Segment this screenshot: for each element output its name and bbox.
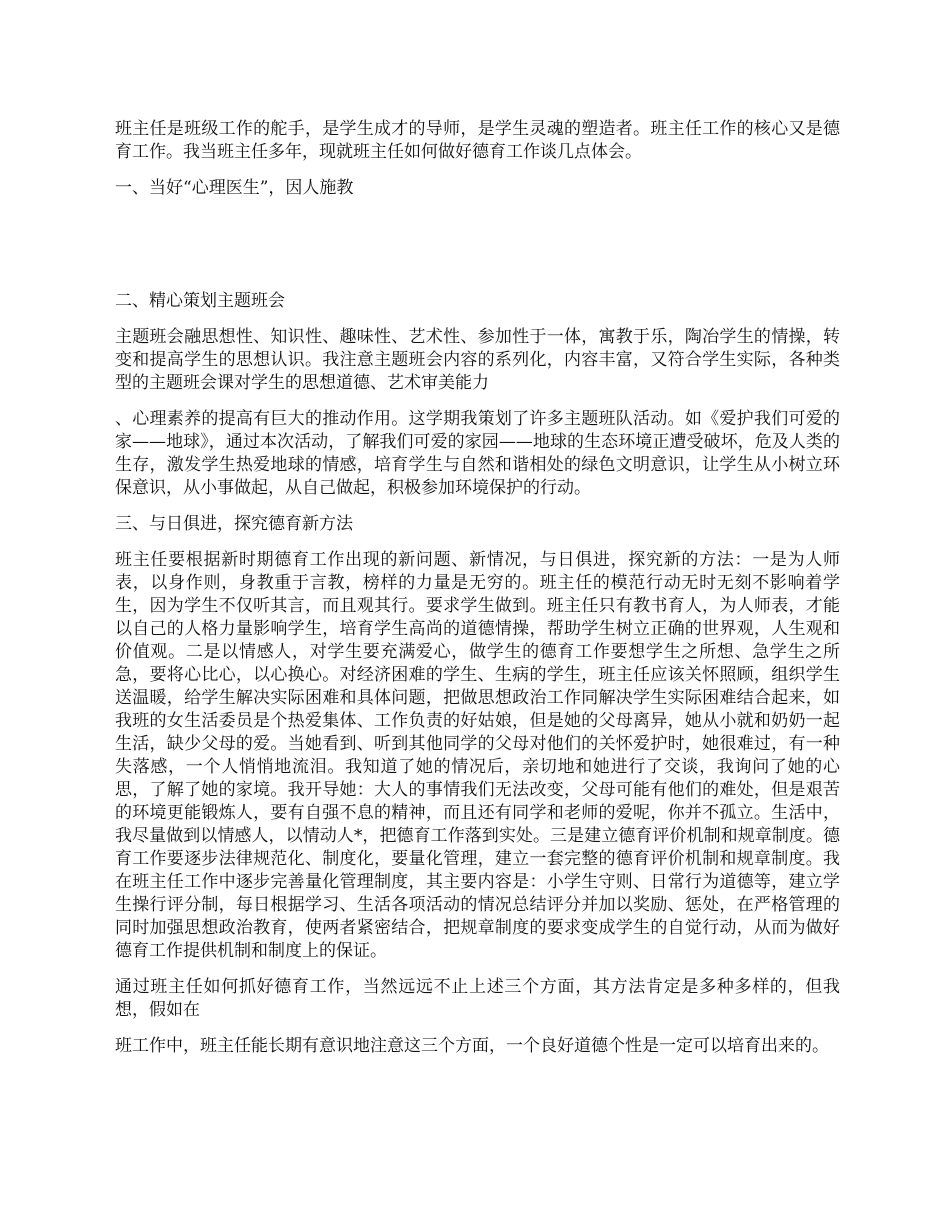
blank-space: [115, 213, 840, 290]
section-3-paragraph: 班主任要根据新时期德育工作出现的新问题、新情况，与日俱进，探究新的方法：一是为人师表，以身作则，身教重于言教，榜样的力量是无穷的。班主任的模范行动无时无刻不影响着学生，因为学生不仅听其言，而且观其行。要求学生做到。班主任只有教书育人，为人师表，才能以自己的人格力量影响学生，培育学生高尚的道德情操，帮助学生树立正确的世界观，人生观和价值观。二是以情感人，对学生要充满爱心，做学生的德育工作要想学生之所想、急学生之所急，要将心比心，以心换心。对经济困难的学生、生病的学生，班主任应该关怀照顾，组织学生送温暖，给学生解决实际困难和具体问题，把做思想政治工作同解决学生实际困难结合起来，如我班的女生活委员是个热爱集体、工作负责的好姑娘，但是她的父母离异，她从小就和奶奶一起生活，缺少父母的爱。当她看到、听到其他同学的父母对他们的关怀爱护时，她很难过，有一种失落感，一个人悄悄地流泪。我知道了她的情况后，亲切地和她进行了交谈，我询问了她的心思，了解了她的家境。我开导她：大人的事情我们无法改变，父母可能有他们的难处，但是艰苦的环境更能锻炼人，要有自强不息的精神，而且还有同学和老师的爱呢，你并不孤立。生活中，我尽量做到以情感人，以情动人*，把德育工作落到实处。三是建立德育评价机制和规章制度。德育工作要逐步法律规范化、制度化，要量化管理，建立一套完整的德育评价机制和规章制度。我在班主任工作中逐步完善量化管理制度，其主要内容是：小学生守则、日常行为道德等，建立学生操行评分制，每日根据学习、生活各项活动的情况总结评分并加以奖励、惩处，在严格管理的同时加强思想政治教育，使两者紧密结合，把规章制度的要求变成学生的自觉行动，从而为做好德育工作提供机制和制度上的保证。: [115, 550, 840, 961]
section-heading-2: 二、精心策划主题班会: [115, 291, 285, 311]
document-body: [115, 118, 840, 1071]
section-heading-3: 三、与日俱进，探究德育新方法: [115, 514, 353, 534]
conclusion-paragraph-a: 通过班主任如何抓好德育工作，当然远远不止上述三个方面，其方法肯定是多种多样的，但我想，假如在: [115, 977, 840, 1020]
section-heading-1: 一、当好“心理医生”，因人施教: [115, 178, 354, 198]
conclusion-paragraph-b: 班工作中，班主任能长期有意识地注意这三个方面，一个良好道德个性是一定可以培育出来的。: [115, 1036, 829, 1056]
intro-paragraph: 班主任是班级工作的舵手，是学生成才的导师，是学生灵魂的塑造者。班主任工作的核心又是德育工作。我当班主任多年，现就班主任如何做好德育工作谈几点体会。: [115, 119, 840, 162]
section-2-paragraph-b: 、心理素养的提高有巨大的推动作用。这学期我策划了许多主题班队活动。如《爱护我们可爱的家——地球》，通过本次活动，了解我们可爱的家园——地球的生态环境正遭受破坏，危及人类的生存，激发学生热爱地球的情感，培育学生与自然和谐相处的绿色文明意识，让学生从小树立环保意识，从小事做起，从自己做起，积极参加环境保护的行动。: [115, 409, 840, 498]
section-2-paragraph-a: 主题班会融思想性、知识性、趣味性、艺术性、参加性于一体，寓教于乐，陶冶学生的情操，转变和提高学生的思想认识。我注意主题班会内容的系列化，内容丰富，又符合学生实际，各种类型的主题班会课对学生的思想道德、艺术审美能力: [115, 327, 840, 393]
